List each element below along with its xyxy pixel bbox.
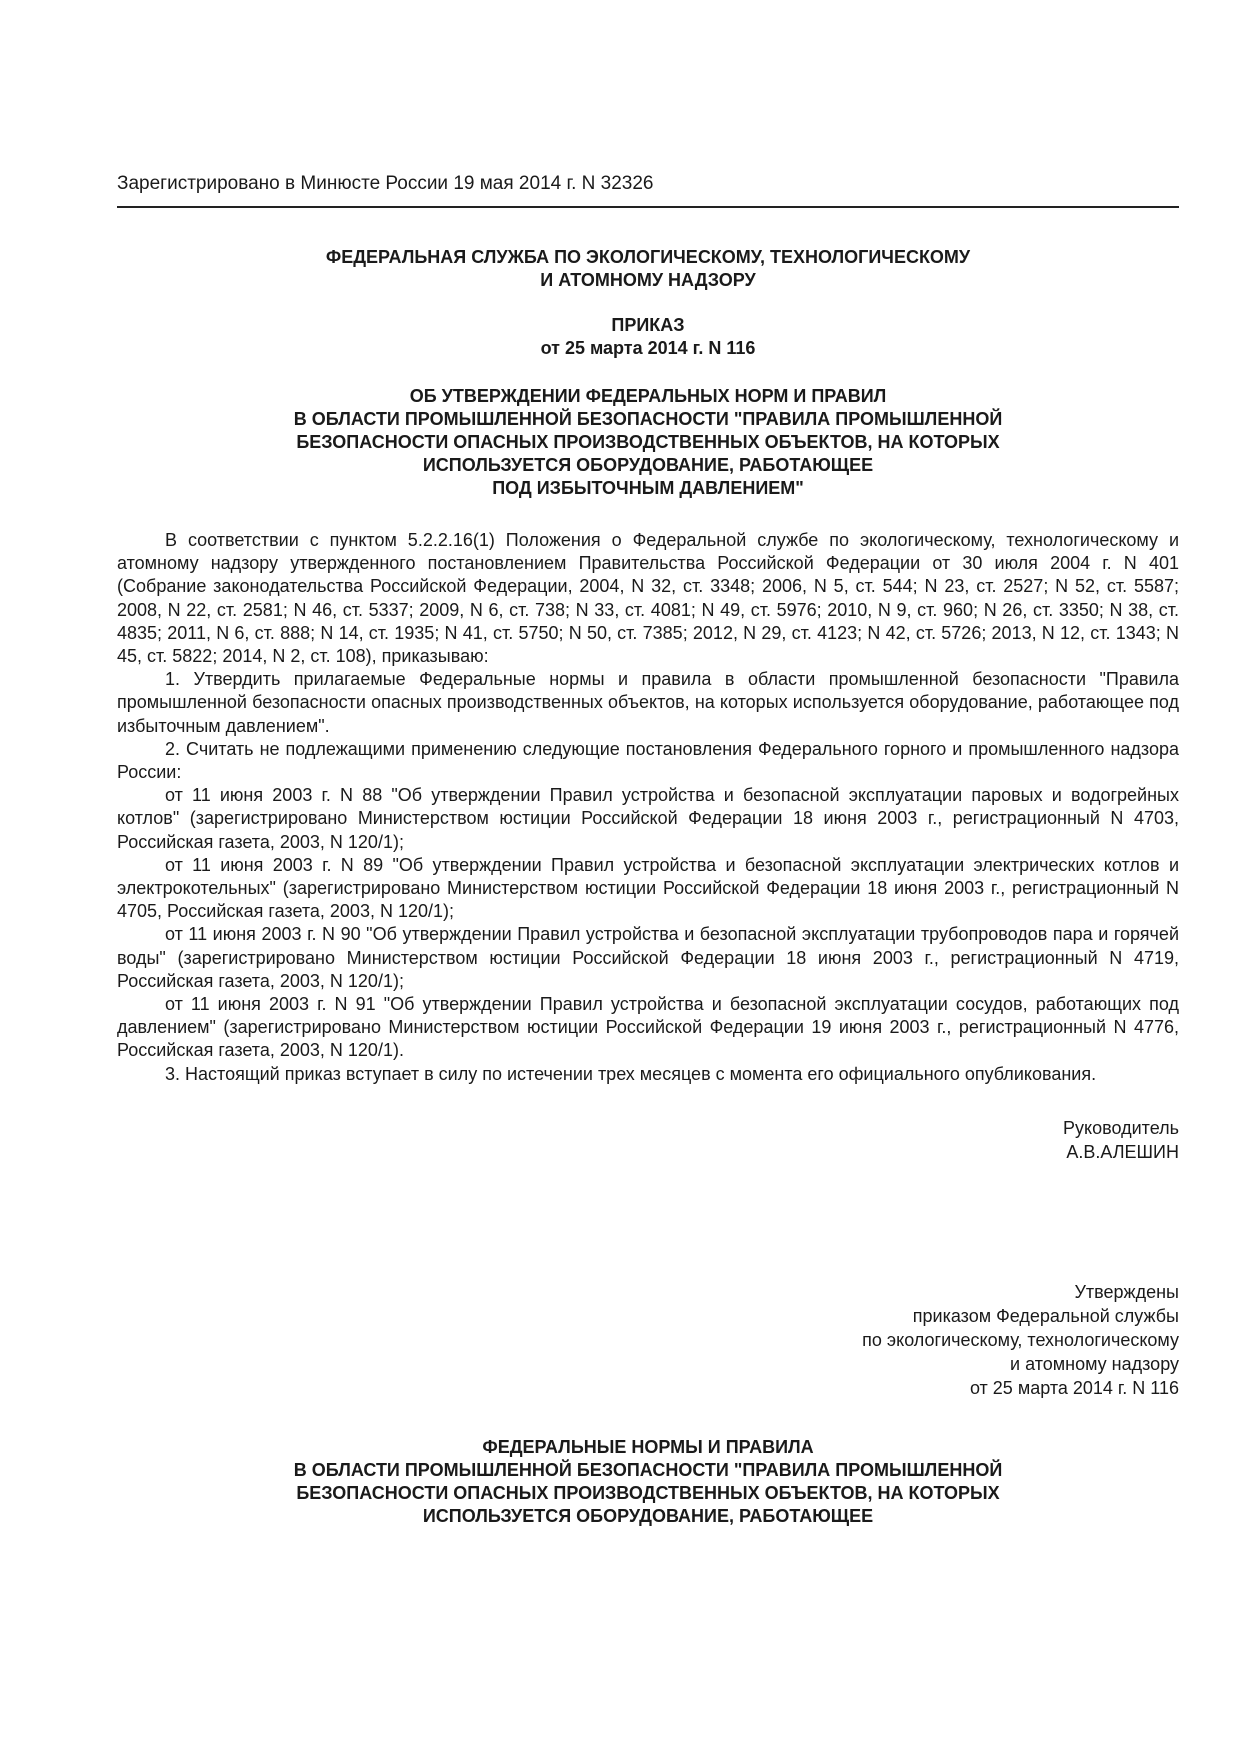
approval-line: по экологическому, технологическому — [862, 1329, 1179, 1350]
preamble-paragraph: В соответствии с пунктом 5.2.2.16(1) Положения о Федеральной службе по экологическому, технологическому и атомному надзору утвержденного постановлением Правительства Российской Федерации от 30 июля 2004 г. N 401 (Собрание законодательства Российской Федерации, 2004, N 32, ст. 3348; 2006, N 5, ст. 544; N 23, ст. 2527; N 52, ст. 5587; 2008, N 22, ст. 2581; N 46, ст. 5337; 2009, N 6, ст. 738; N 33, ст. 4081; N 49, ст. 5976; 2010, N 9, ст. 960; N 26, ст. 3350; N 38, ст. 4835; 2011, N 6, ст. 888; N 14, ст. 1935; N 41, ст. 5750; N 50, ст. 7385; 2012, N 29, ст. 4123; N 42, ст. 5726; 2013, N 12, ст. 1343; N 45, ст. 5822; 2014, N 2, ст. 108), приказываю: — [117, 530, 1179, 667]
approval-line: и атомному надзору — [1010, 1353, 1179, 1374]
norms-title-line: ИСПОЛЬЗУЕТСЯ ОБОРУДОВАНИЕ, РАБОТАЮЩЕЕ — [422, 1505, 874, 1526]
approval-line: приказом Федеральной службы — [912, 1305, 1179, 1326]
authority-line: И АТОМНОМУ НАДЗОРУ — [540, 270, 756, 290]
order-body — [117, 529, 1179, 1086]
title-line: ИСПОЛЬЗУЕТСЯ ОБОРУДОВАНИЕ, РАБОТАЮЩЕЕ — [422, 455, 874, 475]
norms-title-line: ФЕДЕРАЛЬНЫЕ НОРМЫ И ПРАВИЛА — [482, 1436, 814, 1457]
norms-title — [117, 1436, 1179, 1528]
title-line: БЕЗОПАСНОСТИ ОПАСНЫХ ПРОИЗВОДСТВЕННЫХ ОБЪЕКТОВ, НА КОТОРЫХ — [296, 432, 1000, 452]
order-title — [117, 385, 1179, 500]
clause-paragraph: 2. Считать не подлежащими применению следующие постановления Федерального горного и промышленного надзора России: — [117, 738, 1179, 783]
signatory-position: Руководитель — [1063, 1117, 1179, 1138]
header-divider — [117, 206, 1179, 208]
repealed-act-paragraph: от 11 июня 2003 г. N 90 "Об утверждении Правил устройства и безопасной эксплуатации трубопроводов пара и горячей воды" (зарегистрировано Министерством юстиции Российской Федерации 18 июня 2003 г., регистрационный N 4719, Российская газета, 2003, N 120/1); — [117, 924, 1179, 991]
title-line: ПОД ИЗБЫТОЧНЫМ ДАВЛЕНИЕМ" — [492, 478, 804, 498]
repealed-act-paragraph: от 11 июня 2003 г. N 91 "Об утверждении Правил устройства и безопасной эксплуатации сосудов, работающих под давлением" (зарегистрировано Министерством юстиции Российской Федерации 19 июня 2003 г., регистрационный N 4776, Российская газета, 2003, N 120/1). — [117, 994, 1179, 1061]
approval-stamp-text — [117, 1280, 1179, 1400]
order-date-number: от 25 марта 2014 г. N 116 — [540, 338, 756, 358]
clause-paragraph: 1. Утвердить прилагаемые Федеральные нормы и правила в области промышленной безопасности "Правила промышленной безопасности опасных производственных объектов, на которых используется оборудование, работающее под избыточным давлением". — [117, 669, 1179, 736]
approval-line: от 25 марта 2014 г. N 116 — [969, 1377, 1179, 1398]
signature-block — [117, 1116, 1179, 1164]
approval-line: Утверждены — [1074, 1281, 1179, 1302]
title-line: В ОБЛАСТИ ПРОМЫШЛЕННОЙ БЕЗОПАСНОСТИ "ПРАВИЛА ПРОМЫШЛЕННОЙ — [293, 409, 1003, 429]
order-type: ПРИКАЗ — [611, 315, 685, 335]
signatory-name: А.В.АЛЕШИН — [1066, 1141, 1179, 1162]
norms-title-line: БЕЗОПАСНОСТИ ОПАСНЫХ ПРОИЗВОДСТВЕННЫХ ОБЪЕКТОВ, НА КОТОРЫХ — [296, 1482, 1000, 1503]
authority-line: ФЕДЕРАЛЬНАЯ СЛУЖБА ПО ЭКОЛОГИЧЕСКОМУ, ТЕХНОЛОГИЧЕСКОМУ — [325, 247, 971, 267]
title-line: ОБ УТВЕРЖДЕНИИ ФЕДЕРАЛЬНЫХ НОРМ И ПРАВИЛ — [409, 386, 887, 406]
clause-paragraph: 3. Настоящий приказ вступает в силу по истечении трех месяцев с момента его официального опубликования. — [165, 1063, 1097, 1084]
repealed-act-paragraph: от 11 июня 2003 г. N 89 "Об утверждении Правил устройства и безопасной эксплуатации электрических котлов и электрокотельных" (зарегистрировано Министерством юстиции Российской Федерации 18 июня 2003 г., регистрационный N 4705, Российская газета, 2003, N 120/1); — [117, 854, 1179, 922]
issuing-authority — [117, 246, 1179, 292]
order-heading — [117, 314, 1179, 360]
document-content — [117, 246, 1179, 1528]
norms-title-line: В ОБЛАСТИ ПРОМЫШЛЕННОЙ БЕЗОПАСНОСТИ "ПРАВИЛА ПРОМЫШЛЕННОЙ — [293, 1459, 1003, 1480]
repealed-act-paragraph: от 11 июня 2003 г. N 88 "Об утверждении Правил устройства и безопасной эксплуатации паровых и водогрейных котлов" (зарегистрировано Министерством юстиции Российской Федерации 18 июня 2003 г., регистрационный N 4703, Российская газета, 2003, N 120/1); — [117, 785, 1179, 852]
registration-note: Зарегистрировано в Минюсте России 19 мая 2014 г. N 32326 — [117, 173, 654, 194]
